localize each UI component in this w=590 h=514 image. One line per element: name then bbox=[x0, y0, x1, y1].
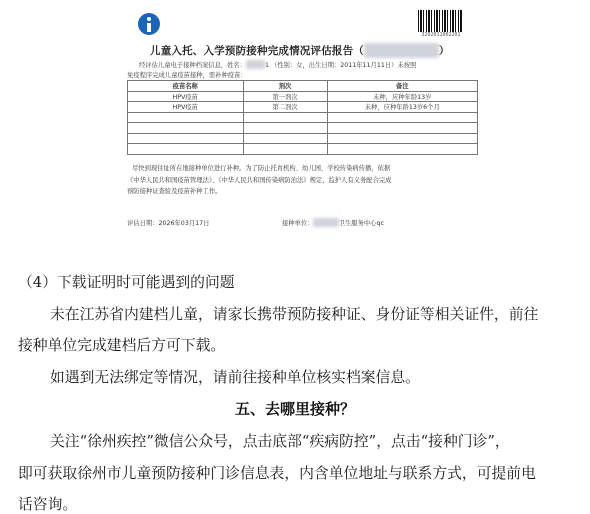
section-4-title: （4）下载证明时可能遇到的问题 bbox=[18, 274, 235, 291]
report-line-1: 经评估儿童电子接种档案信息，姓名： 1 （性别：女，出生日期：2011年11月11日）未按照 bbox=[139, 62, 417, 69]
table-row bbox=[128, 133, 478, 144]
table-header-row bbox=[128, 81, 478, 92]
table-row bbox=[128, 112, 478, 123]
paragraph-register-line-2: 接种单位完成建档后方可下载。 bbox=[18, 337, 226, 354]
paragraph-follow-line-2: 即可获取徐州市儿童预防接种门诊信息表，内含单位地址与联系方式，可提前电 bbox=[18, 465, 536, 482]
paragraph-follow-line-1: 关注“徐州疾控”微信公众号，点击底部“疾病防控”，点击“接种门诊”， bbox=[50, 433, 510, 450]
redacted-unit bbox=[313, 218, 338, 227]
vaccination-unit: 接种单位： 卫生服务中心qc bbox=[282, 220, 384, 227]
paragraph-binding-issue: 如遇到无法绑定等情况，请前往接种单位核实档案信息。 bbox=[50, 369, 420, 386]
report-title: 儿童入托、入学预防接种完成情况评估报告（ ） bbox=[150, 45, 450, 57]
table-row bbox=[128, 144, 478, 155]
table-row bbox=[128, 123, 478, 134]
note-line-3: 预防接种证查验及疫苗补种工作。 bbox=[127, 188, 222, 195]
barcode-number: 3202011002201 bbox=[421, 32, 461, 38]
redacted-name bbox=[246, 60, 265, 69]
barcode-icon bbox=[418, 10, 462, 32]
table-row: HPV疫苗 第二剂次 未种，应种年龄13岁6个月 bbox=[128, 102, 478, 113]
note-line-1: 尽快到现住址所在地接种单位进行补种。为了防止托育机构、幼儿园、学校传染病传播，依据 bbox=[132, 165, 391, 172]
paragraph-register-line-1: 未在江苏省内建档儿童，请家长携带预防接种证、身份证等相关证件，前往 bbox=[50, 306, 539, 323]
evaluation-date: 评估日期：2026年03月17日 bbox=[127, 220, 210, 227]
section-5-heading: 五、去哪里接种？ bbox=[234, 400, 355, 418]
report-line-2: 免疫程序完成儿童疫苗接种，需补种疫苗： bbox=[127, 72, 247, 79]
header-remark: 备注 bbox=[327, 81, 478, 92]
header-dose: 剂次 bbox=[243, 81, 327, 92]
cdc-logo-icon bbox=[138, 13, 160, 35]
vaccine-table bbox=[127, 80, 478, 155]
note-line-2: 《中华人民共和国疫苗管理法》、《中华人民共和国传染病防治法》规定，监护人有义务配合完成 bbox=[127, 177, 392, 184]
paragraph-follow-line-3: 话咨询。 bbox=[18, 496, 78, 513]
redacted-school bbox=[364, 43, 439, 58]
header-vaccine: 疫苗名称 bbox=[128, 81, 244, 92]
table-row: HPV疫苗 第一剂次 未种，应种年龄13岁 bbox=[128, 91, 478, 102]
